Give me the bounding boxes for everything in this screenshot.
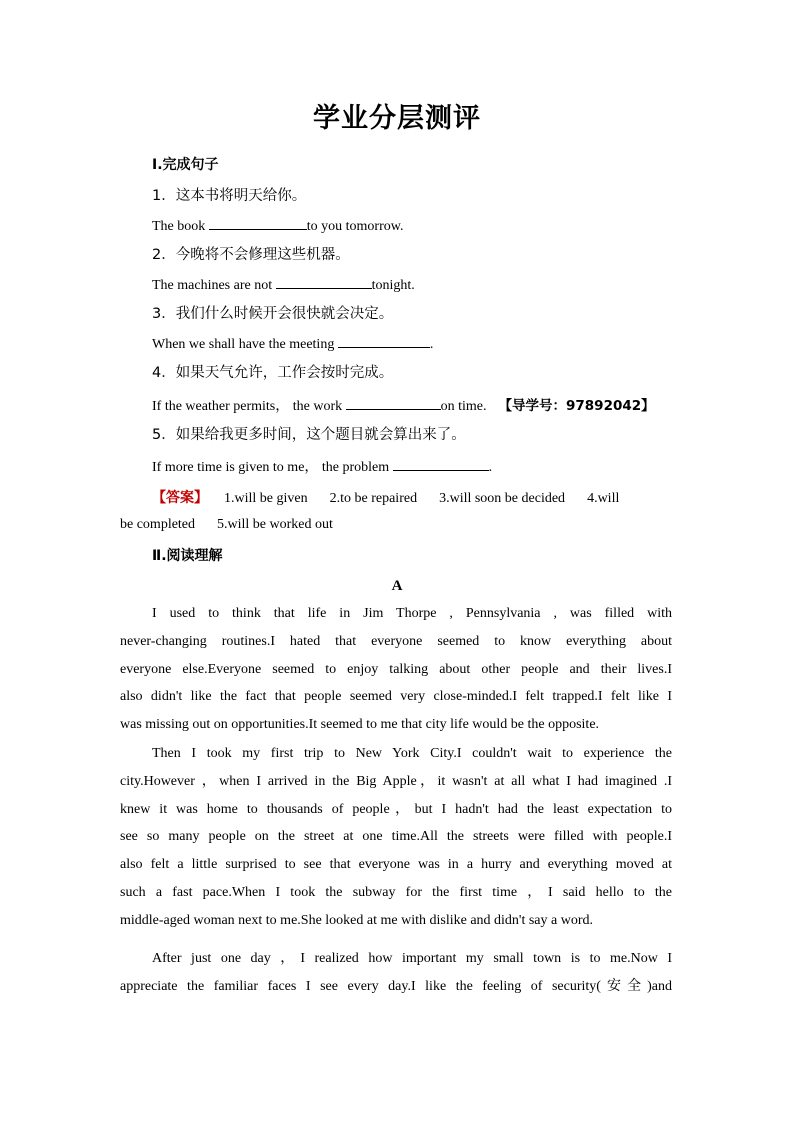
answer-item: be completed xyxy=(120,517,196,532)
question-5-chinese: 5．如果给我更多时间，这个题目就会算出来了。 xyxy=(152,427,466,443)
section-heading-sentence-completion: Ⅰ.完成句子 xyxy=(152,157,219,173)
paragraph-line: was missing out on opportunities.It seemed to me that city life would be the opposite. xyxy=(120,717,600,733)
paragraph-3 xyxy=(120,945,672,1001)
question-5-text-after: . xyxy=(488,460,493,475)
question-3-chinese: 3．我们什么时候开会很快就会决定。 xyxy=(152,306,394,322)
section-heading-reading: Ⅱ.阅读理解 xyxy=(152,548,223,564)
question-3-text-before: When we shall have the meeting xyxy=(152,337,338,352)
question-5-text-before: If more time is given to me， the problem xyxy=(152,460,393,475)
question-2-chinese: 2．今晚将不会修理这些机器。 xyxy=(152,247,350,263)
answer-blank xyxy=(346,396,441,410)
paragraph-line: appreciate the familiar faces I see every day.I like the feeling of security(安全)and xyxy=(120,978,672,994)
question-3-text-after: . xyxy=(429,337,434,352)
question-4-text-after: on time. xyxy=(440,399,487,414)
paragraph-line: also felt a little surprised to see that everyone was in a hurry and everything moved at xyxy=(120,857,672,873)
answer-item: 3.will soon be decided xyxy=(439,491,566,506)
answer-blank xyxy=(276,275,372,289)
answer-blank xyxy=(338,334,430,348)
paragraph-line: Then I took my first trip to New York City.I couldn't wait to experience the xyxy=(152,746,672,761)
answer-item: 2.to be repaired xyxy=(329,491,418,506)
page-title: 学业分层测评 xyxy=(313,103,481,134)
question-1-text-before: The book xyxy=(152,219,209,234)
question-5-english xyxy=(152,456,492,476)
paragraph-line: city.However ，when I arrived in the Big Apple，it wasn't at all what I had imagined .I xyxy=(120,773,672,789)
paragraph-line: everyone else.Everyone seemed to enjoy talking about other people and their lives.I xyxy=(120,661,672,677)
guide-number-reference: 【导学号：97892042】 xyxy=(498,398,655,414)
paragraph-line: After just one day ，I realized how important my small town is to me.Now I xyxy=(152,951,672,966)
question-4-chinese: 4．如果天气允许，工作会按时完成。 xyxy=(152,365,394,381)
question-2-english xyxy=(152,275,415,294)
paragraph-line: knew it was home to thousands of people，but I hadn't had the least expectation to xyxy=(120,801,672,817)
answer-blank xyxy=(209,216,307,230)
question-2-text-before: The machines are not xyxy=(152,278,276,293)
paragraph-line: middle-aged woman next to me.She looked at me with dislike and didn't say a word. xyxy=(120,912,593,928)
paragraph-line: such a fast pace.When I took the subway for the first time ，I said hello to the xyxy=(120,884,672,900)
passage-label: A xyxy=(391,578,403,594)
paragraph-line: also didn't like the fact that people seemed very close-minded.I felt trapped.I felt like I xyxy=(120,689,672,705)
paragraph-1 xyxy=(120,600,672,739)
question-1-english xyxy=(152,216,403,235)
question-1-text-after: to you tomorrow. xyxy=(306,219,404,234)
question-4-english xyxy=(152,394,655,415)
answer-item: 5.will be worked out xyxy=(217,517,333,532)
paragraph-line: never-changing routines.I hated that everyone seemed to know everything about xyxy=(120,633,672,649)
answer-blank xyxy=(393,457,489,471)
paragraph-line: see so many people on the street at one time.All the streets were filled with people.I xyxy=(120,829,672,845)
answer-tag: 【答案】 xyxy=(152,490,208,506)
paragraph-2 xyxy=(120,740,672,935)
question-2-text-after: tonight. xyxy=(371,278,415,293)
answer-key-line-1 xyxy=(152,487,619,507)
answer-item: 1.will be given xyxy=(224,491,308,506)
answer-item: 4.will xyxy=(587,491,620,506)
question-1-chinese: 1．这本书将明天给你。 xyxy=(152,188,307,204)
answer-key-line-2 xyxy=(120,517,333,533)
question-3-english xyxy=(152,334,433,353)
question-4-text-before: If the weather permits， the work xyxy=(152,399,346,414)
paragraph-line: I used to think that life in Jim Thorpe , Pennsylvania , was filled with xyxy=(152,606,672,621)
